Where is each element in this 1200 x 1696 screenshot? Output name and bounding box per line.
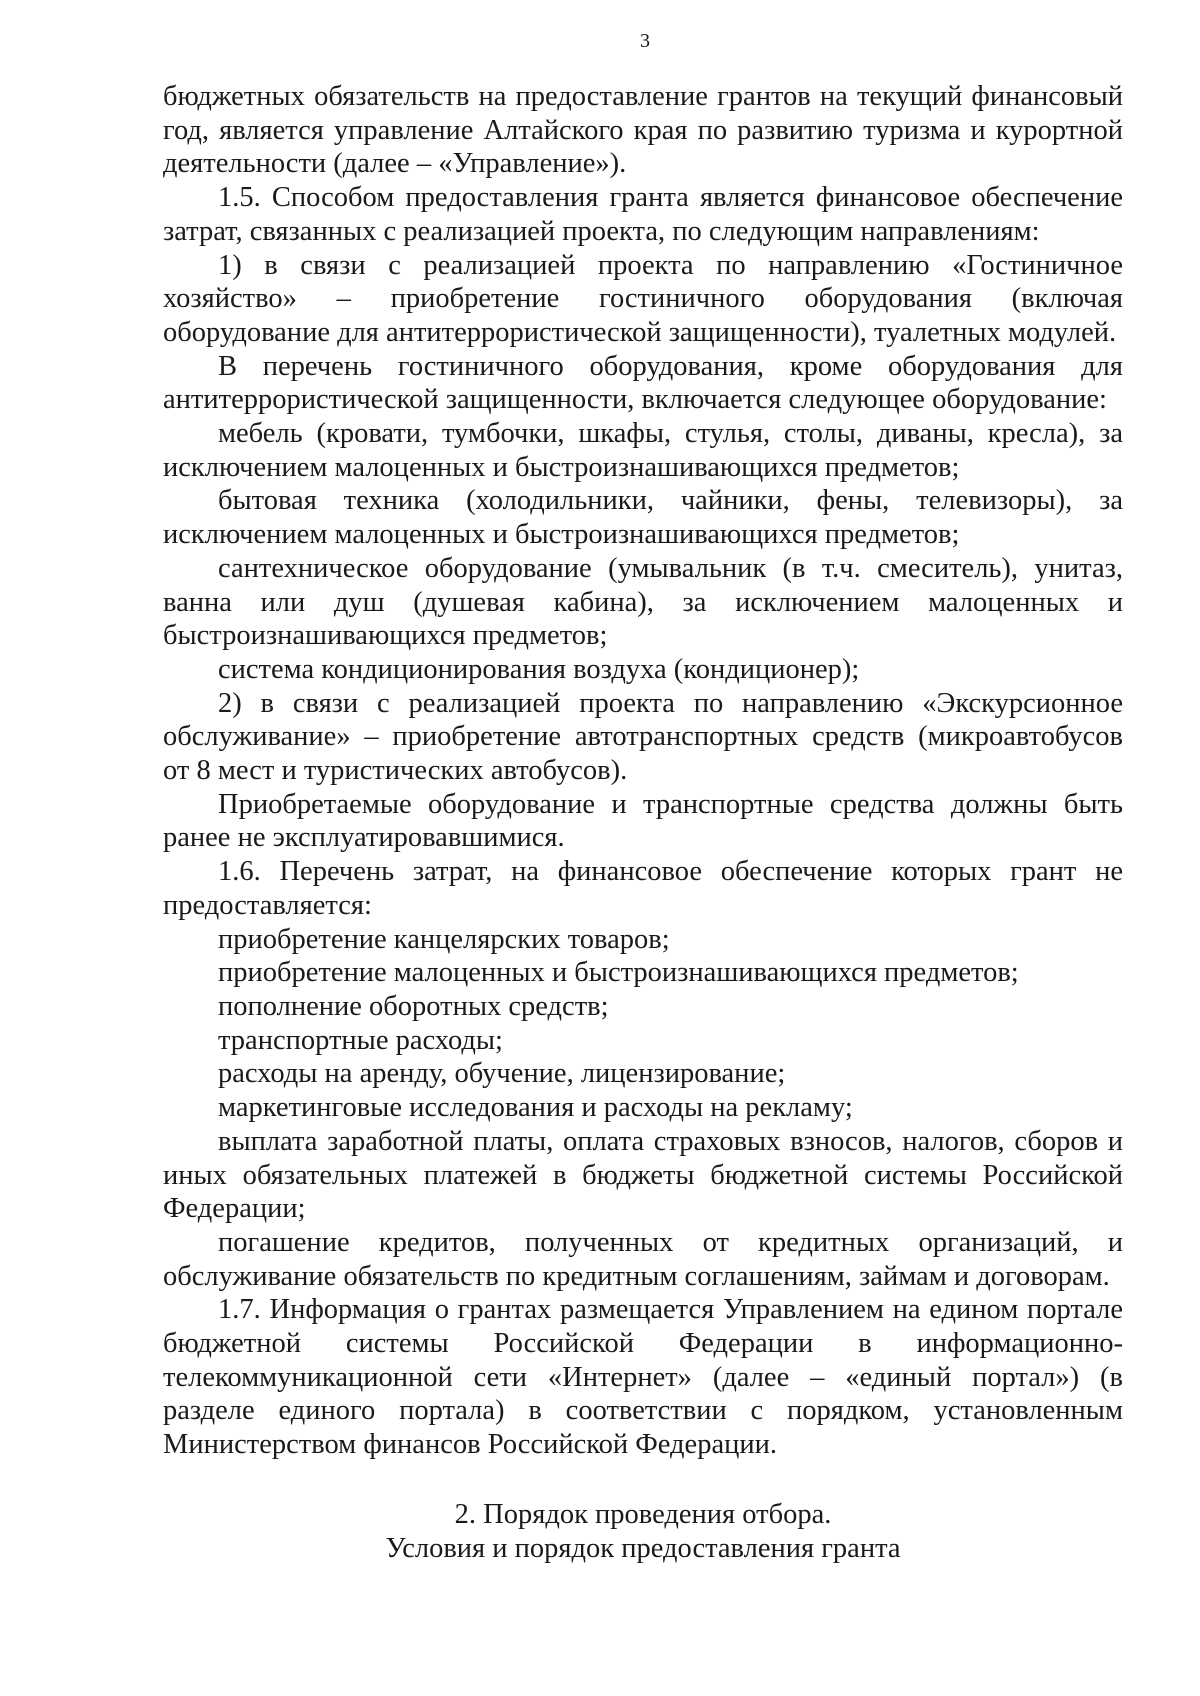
list-item-working-capital: пополнение оборотных средств; — [218, 990, 609, 1022]
list-item-salary-taxes: выплата заработной платы, оплата страховых взносов, налогов, сборов и иных обязательных платежей в бюджеты бюджетной системы Российской Федерации; — [163, 1125, 1123, 1225]
paragraph-continuation: бюджетных обязательств на предоставление грантов на текущий финансовый год, является управление Алтайского края по развитию туризма и курортной деятельности (далее – «Управление»). — [163, 81, 1123, 180]
page-number: 3 — [640, 30, 650, 52]
list-item-loans: погашение кредитов, полученных от кредитных организаций, и обслуживание обязательств по кредитным соглашениям, займам и договорам. — [163, 1226, 1123, 1292]
list-item-low-value-items: приобретение малоценных и быстроизнашивающихся предметов; — [218, 957, 1019, 989]
section-heading-line-2: Условия и порядок предоставления гранта — [385, 1532, 901, 1564]
paragraph-1-5: 1.5. Способом предоставления гранта является финансовое обеспечение затрат, связанных с реализацией проекта, по следующим направлениям: — [163, 182, 1123, 247]
paragraph-1-6: 1.6. Перечень затрат, на финансовое обеспечение которых грант не предоставляется: — [163, 856, 1123, 921]
paragraph-1-7: 1.7. Информация о грантах размещается Управлением на едином портале бюджетной системы Российской Федерации в информационно-телекоммуникационной сети «Интернет» (далее – «единый портал») (в разделе единого портала) в соответствии с порядком, установленным Министерством финансов Российской Федерации. — [163, 1294, 1123, 1461]
list-item-stationery: приобретение канцелярских товаров; — [218, 923, 670, 955]
paragraph-equipment-list-intro: В перечень гостиничного оборудования, кроме оборудования для антитеррористической защищенности, включается следующее оборудование: — [163, 350, 1123, 416]
list-item-plumbing: сантехническое оборудование (умывальник (в т.ч. смеситель), унитаз, ванна или душ (душевая кабина), за исключением малоценных и быстроизнашивающихся предметов; — [163, 552, 1123, 652]
list-item-air-conditioning: система кондиционирования воздуха (кондиционер); — [218, 653, 860, 685]
list-item-marketing: маркетинговые исследования и расходы на рекламу; — [218, 1092, 853, 1124]
section-heading — [163, 1498, 1123, 1566]
list-item-appliances: бытовая техника (холодильники, чайники, фены, телевизоры), за исключением малоценных и быстроизнашивающихся предметов; — [163, 485, 1123, 551]
document-body — [163, 80, 1123, 1566]
paragraph-item-1: 1) в связи с реализацией проекта по направлению «Гостиничное хозяйство» – приобретение гостиничного оборудования (включая оборудование для антитеррористической защищенности), туалетных модулей. — [163, 249, 1123, 348]
section-heading-line-1: 2. Порядок проведения отбора. — [454, 1498, 832, 1530]
paragraph-item-2: 2) в связи с реализацией проекта по направлению «Экскурсионное обслуживание» – приобретение автотранспортных средств (микроавтобусов от 8 мест и туристических автобусов). — [163, 687, 1123, 787]
list-item-furniture: мебель (кровати, тумбочки, шкафы, стулья, столы, диваны, кресла), за исключением малоценных и быстроизнашивающихся предметов; — [163, 418, 1123, 483]
list-item-transport-costs: транспортные расходы; — [218, 1024, 503, 1056]
paragraph-new-equipment: Приобретаемые оборудование и транспортные средства должны быть ранее не эксплуатировавшимися. — [163, 788, 1123, 854]
list-item-rent-training: расходы на аренду, обучение, лицензирование; — [218, 1058, 786, 1090]
